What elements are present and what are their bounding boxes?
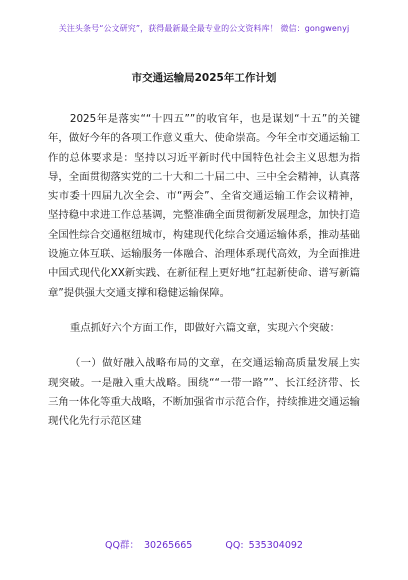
document-body bbox=[48, 110, 360, 431]
header-banner: 关注头条号“公文研究”，获得最新最全最专业的公文资料库！ 微信：gongwenyj bbox=[58, 24, 350, 33]
paragraph-section-one: （一）做好融入战略布局的文章，在交通运输高质量发展上实现突破。一是融入重大战略。围绕““一带一路””、长江经济带、长三角一体化等重大战略，不断加强省市示范合作，持续推进交通运输现代化先行示范区建 bbox=[48, 357, 360, 428]
paragraph-intro: 2025年是落实““十四五””的收官年，也是谋划“十五”的关键年，做好今年的各项工作意义重大、使命崇高。今年全市交通运输工作的总体要求是：坚持以习近平新时代中国特色社会主义思想为指导，全面贯彻落实党的二十大和二十届二中、三中全会精神，认真落实市委十四届九次全会、市“两会”、全省交通运输工作会议精神，坚持稳中求进工作总基调，完整准确全面贯彻新发展理念，加快打造全国性综合交通枢纽城市，构建现代化综合交通运输体系，推动基础设施立体互联、运输服务一体融合、治理体系现代高效，为全面推进中国式现代化XX新实践、在新征程上更好地“扛起新使命、谱写新篇章”提供强大交通支撑和稳健运输保障。 bbox=[48, 113, 360, 299]
document-title: 市交通运输局2025年工作计划 bbox=[131, 72, 277, 84]
footer-contact bbox=[0, 537, 408, 551]
paragraph-focus: 重点抓好六个方面工作，即做好六篇文章，实现六个突破： bbox=[69, 321, 340, 334]
footer-qq-number: QQ: 535304092 bbox=[225, 540, 303, 551]
footer-qq-group: QQ群： 30265665 bbox=[105, 540, 193, 551]
